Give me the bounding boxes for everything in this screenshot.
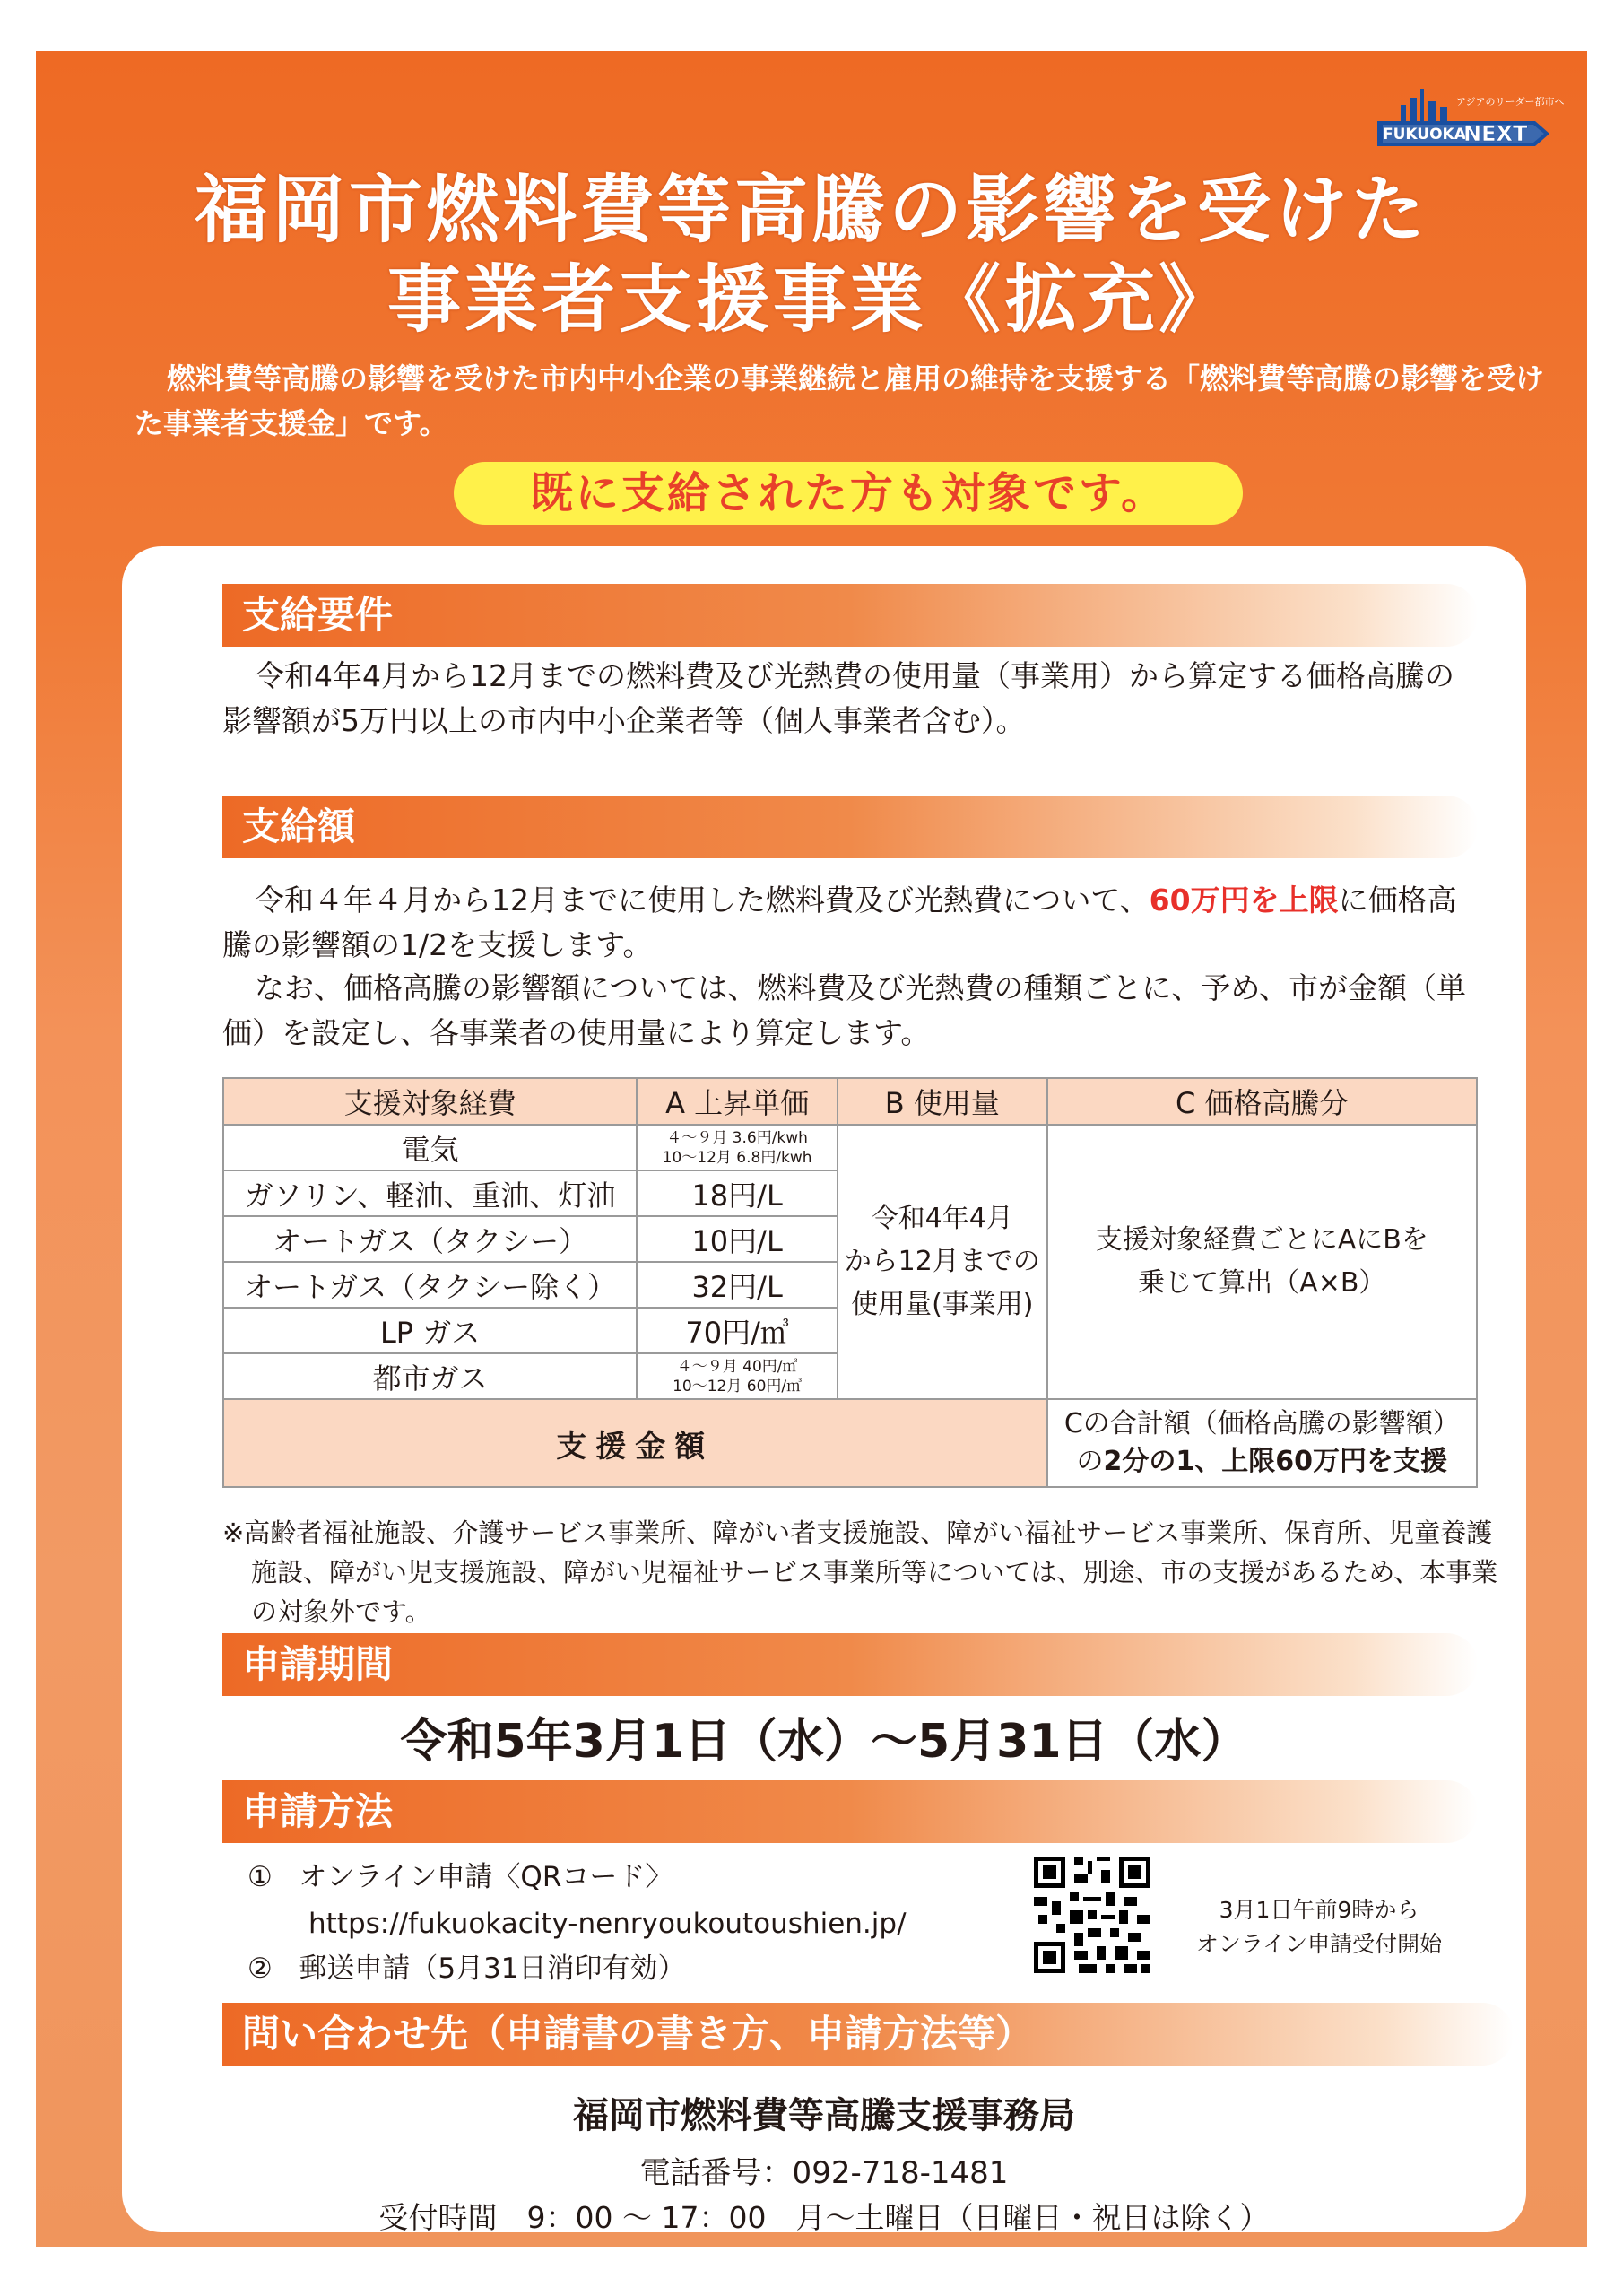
table-cell-usage [838, 1125, 1047, 1399]
content-panel [122, 546, 1526, 2235]
total-line: Cの合計額（価格高騰の影響額） [1063, 1408, 1460, 1439]
section-heading-requirements: 支給要件 [222, 584, 1478, 647]
qr-note [1171, 1893, 1467, 1961]
logo-text-next: NEXT [1463, 121, 1528, 146]
total-highlight: 2分の1、上限60万円を支援 [1103, 1446, 1448, 1477]
table-header: 支援対象経費 [223, 1078, 637, 1125]
page-title-line1: 福岡市燃料費等高騰の影響を受けた [194, 168, 1428, 253]
exclusion-note: ※高齢者福祉施設、介護サービス事業所、障がい者支援施設、障がい福祉サービス事業所、保育所、児童養護施設、障がい児支援施設、障がい児福祉サービス事業所等については、別途、市の支援があるため、本事業の対象外です。 [222, 1518, 1498, 1627]
amount-paragraph-2: なお、価格高騰の影響額については、燃料費及び光熱費の種類ごとに、予め、市が金額（単価）を設定し、各事業者の使用量により算定します。 [222, 970, 1467, 1050]
table-header-row [223, 1078, 1477, 1125]
table-header: C 価格高騰分 [1047, 1078, 1477, 1125]
item-number: ② [247, 1952, 273, 1985]
rate-line: 10～12月 6.8円/kwh [662, 1148, 812, 1167]
application-period: 令和5年3月1日（水）～5月31日（水） [400, 1715, 1248, 1769]
table-cell-rate: 10円/L [637, 1216, 838, 1262]
usage-line: 令和4年4月 [871, 1203, 1013, 1234]
table-cell-item: ガソリン、軽油、重油、灯油 [223, 1170, 637, 1216]
table-cell-item: LP ガス [223, 1308, 637, 1353]
table-cell-item: 電気 [223, 1125, 637, 1170]
rate-line: 10～12月 60円/㎥ [673, 1377, 803, 1396]
usage-line: 使用量(事業用) [851, 1289, 1034, 1320]
total-line [1048, 1443, 1476, 1481]
table-cell-calc [1047, 1125, 1477, 1399]
requirements-text: 令和4年4月から12月までの燃料費及び光熱費の使用量（事業用）から算定する価格高騰の影響額が5万円以上の市内中小企業者等（個人事業者含む）。 [222, 658, 1454, 738]
contact-office: 福岡市燃料費等高騰支援事務局 [573, 2095, 1075, 2136]
section-heading-period: 申請期間 [222, 1633, 1478, 1696]
method-item-mail [247, 1947, 686, 1990]
item-number: ① [247, 1861, 273, 1893]
table-header: B 使用量 [838, 1078, 1047, 1125]
flyer [36, 51, 1587, 2247]
logo-tagline: アジアのリーダー都市へ [1456, 96, 1565, 108]
table-cell-item: オートガス（タクシー除く） [223, 1262, 637, 1308]
item-label: 郵送申請（5月31日消印有効） [299, 1952, 686, 1985]
support-cost-table [222, 1077, 1478, 1488]
table-row [223, 1125, 1477, 1170]
page-title-line2: 事業者支援事業《拡充》 [386, 257, 1236, 343]
amount-limit-highlight: 60万円を上限 [1149, 883, 1339, 918]
amount-text-b: に価格高騰の影響額の1/2を支援します。 [222, 883, 1457, 962]
section-heading-amount: 支給額 [222, 796, 1478, 858]
calc-line: 乗じて算出（A×B） [1138, 1267, 1386, 1299]
intro-text: 燃料費等高騰の影響を受けた市内中小企業の事業継続と雇用の維持を支援する「燃料費等高騰の影響を受けた事業者支援金」です。 [135, 361, 1545, 440]
table-header: A 上昇単価 [637, 1078, 838, 1125]
qr-code[interactable] [1029, 1852, 1155, 1978]
item-label: オンライン申請〈QRコード〉 [299, 1861, 673, 1893]
method-item-online [247, 1856, 673, 1899]
online-url-link[interactable]: https://fukuokacity-nenryoukoutoushien.jp/ [308, 1908, 907, 1940]
table-cell-rate: 32円/L [637, 1262, 838, 1308]
total-label: 支援金額 [223, 1399, 1047, 1487]
total-text: の [1076, 1446, 1104, 1477]
contact-hours: 受付時間 9：00 ～ 17：00 月～土曜日（日曜日・祝日は除く） [378, 2200, 1270, 2235]
total-value [1047, 1399, 1477, 1487]
eligibility-banner: 既に支給された方も対象です。 [454, 462, 1243, 525]
fukuoka-next-logo [1374, 78, 1565, 150]
section-heading-method: 申請方法 [222, 1780, 1478, 1843]
table-cell-item: 都市ガス [223, 1353, 637, 1399]
section-heading-contact: 問い合わせ先（申請書の書き方、申請方法等） [222, 2003, 1514, 2066]
qr-note-line: 3月1日午前9時から [1219, 1897, 1419, 1923]
table-cell-rate: 70円/㎥ [637, 1308, 838, 1353]
contact-phone: 電話番号：092-718-1481 [639, 2155, 1009, 2191]
amount-paragraph-1 [222, 878, 1478, 968]
table-cell-rate: 18円/L [637, 1170, 838, 1216]
amount-text-a: 令和４年４月から12月までに使用した燃料費及び光熱費について、 [255, 883, 1150, 918]
calc-line: 支援対象経費ごとにAにBを [1095, 1224, 1428, 1256]
usage-line: から12月までの [844, 1246, 1040, 1277]
table-cell-rate [637, 1353, 838, 1399]
rate-line: ４～９月 40円/㎥ [676, 1357, 798, 1376]
rate-line: ４～９月 3.6円/kwh [666, 1128, 808, 1147]
logo-text-fukuoka: FUKUOKA [1383, 126, 1466, 144]
qr-note-line: オンライン申請受付開始 [1195, 1931, 1443, 1957]
table-total-row [223, 1399, 1477, 1487]
table-cell-item: オートガス（タクシー） [223, 1216, 637, 1262]
table-cell-rate [637, 1125, 838, 1170]
